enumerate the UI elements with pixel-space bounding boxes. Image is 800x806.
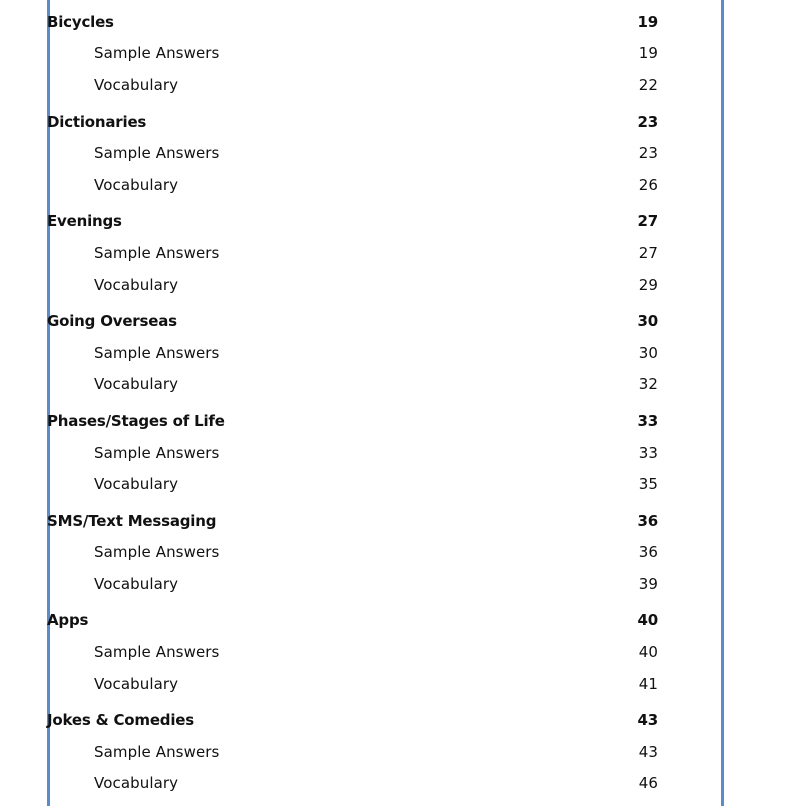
toc-section	[47, 704, 658, 799]
toc-heading-row[interactable]	[47, 206, 658, 238]
toc-section	[47, 206, 658, 301]
toc-entry-row[interactable]	[47, 137, 658, 169]
toc-entry-label: Vocabulary	[94, 275, 179, 294]
toc-section	[47, 305, 658, 400]
toc-entry-row[interactable]	[47, 568, 658, 600]
toc-entry-row[interactable]	[47, 369, 658, 401]
toc-entry-row[interactable]	[47, 69, 658, 101]
toc-entry-page: 43	[638, 742, 658, 761]
toc-entry-page: 46	[638, 774, 658, 793]
toc-entry-page: 39	[638, 574, 658, 593]
toc-entry-page: 41	[638, 674, 658, 693]
toc-entry-row[interactable]	[47, 636, 658, 668]
toc-entry-page: 35	[638, 475, 658, 494]
toc-entry-row[interactable]	[47, 337, 658, 369]
toc-entry-label: Sample Answers	[94, 343, 220, 362]
toc-heading-row[interactable]	[47, 305, 658, 337]
toc-entry-page: 30	[638, 343, 658, 362]
toc-entry-row[interactable]	[47, 768, 658, 800]
toc-heading-page: 36	[637, 511, 658, 530]
toc-entry-row[interactable]	[47, 269, 658, 301]
toc-entry-label: Sample Answers	[94, 243, 220, 262]
toc-heading-page: 30	[637, 312, 658, 331]
toc-entry-label: Sample Answers	[94, 643, 220, 662]
toc-entry-label: Sample Answers	[94, 44, 220, 63]
toc-section	[47, 505, 658, 600]
toc-heading-page: 19	[637, 12, 658, 31]
toc-heading-page: 27	[637, 212, 658, 231]
toc-heading-title: Bicycles	[47, 12, 114, 31]
toc-heading-title: Phases/Stages of Life	[47, 411, 225, 430]
toc-entry-label: Sample Answers	[94, 543, 220, 562]
toc-heading-page: 33	[637, 411, 658, 430]
toc-entry-row[interactable]	[47, 736, 658, 768]
toc-entry-row[interactable]	[47, 668, 658, 700]
table-of-contents	[47, 6, 658, 799]
toc-heading-row[interactable]	[47, 106, 658, 138]
toc-entry-page: 32	[638, 375, 658, 394]
toc-heading-title: Going Overseas	[47, 312, 177, 331]
toc-entry-label: Vocabulary	[94, 574, 179, 593]
toc-entry-label: Vocabulary	[94, 175, 179, 194]
toc-entry-page: 29	[638, 275, 658, 294]
toc-section	[47, 106, 658, 201]
toc-entry-label: Sample Answers	[94, 443, 220, 462]
toc-section	[47, 6, 658, 101]
toc-entry-row[interactable]	[47, 237, 658, 269]
toc-entry-row[interactable]	[47, 537, 658, 569]
toc-heading-title: Evenings	[47, 212, 122, 231]
toc-entry-row[interactable]	[47, 468, 658, 500]
toc-entry-page: 33	[638, 443, 658, 462]
toc-heading-row[interactable]	[47, 6, 658, 38]
toc-heading-page: 40	[637, 611, 658, 630]
toc-entry-page: 19	[638, 44, 658, 63]
toc-heading-title: Dictionaries	[47, 112, 147, 131]
toc-entry-page: 40	[638, 643, 658, 662]
toc-heading-page: 23	[637, 112, 658, 131]
toc-entry-label: Vocabulary	[94, 774, 179, 793]
toc-heading-title: SMS/Text Messaging	[47, 511, 217, 530]
toc-entry-row[interactable]	[47, 38, 658, 70]
toc-entry-page: 22	[638, 75, 658, 94]
toc-entry-label: Sample Answers	[94, 742, 220, 761]
toc-entry-page: 23	[638, 144, 658, 163]
toc-entry-row[interactable]	[47, 169, 658, 201]
toc-heading-title: Jokes & Comedies	[47, 711, 194, 730]
toc-heading-page: 43	[637, 711, 658, 730]
toc-entry-page: 36	[638, 543, 658, 562]
toc-entry-label: Vocabulary	[94, 75, 179, 94]
toc-entry-label: Sample Answers	[94, 144, 220, 163]
toc-heading-row[interactable]	[47, 405, 658, 437]
toc-entry-row[interactable]	[47, 437, 658, 469]
toc-entry-label: Vocabulary	[94, 475, 179, 494]
toc-heading-row[interactable]	[47, 605, 658, 637]
toc-section	[47, 605, 658, 700]
toc-entry-page: 26	[638, 175, 658, 194]
toc-entry-label: Vocabulary	[94, 674, 179, 693]
toc-heading-row[interactable]	[47, 704, 658, 736]
toc-heading-title: Apps	[47, 611, 89, 630]
toc-heading-row[interactable]	[47, 505, 658, 537]
toc-section	[47, 405, 658, 500]
toc-entry-label: Vocabulary	[94, 375, 179, 394]
toc-entry-page: 27	[638, 243, 658, 262]
